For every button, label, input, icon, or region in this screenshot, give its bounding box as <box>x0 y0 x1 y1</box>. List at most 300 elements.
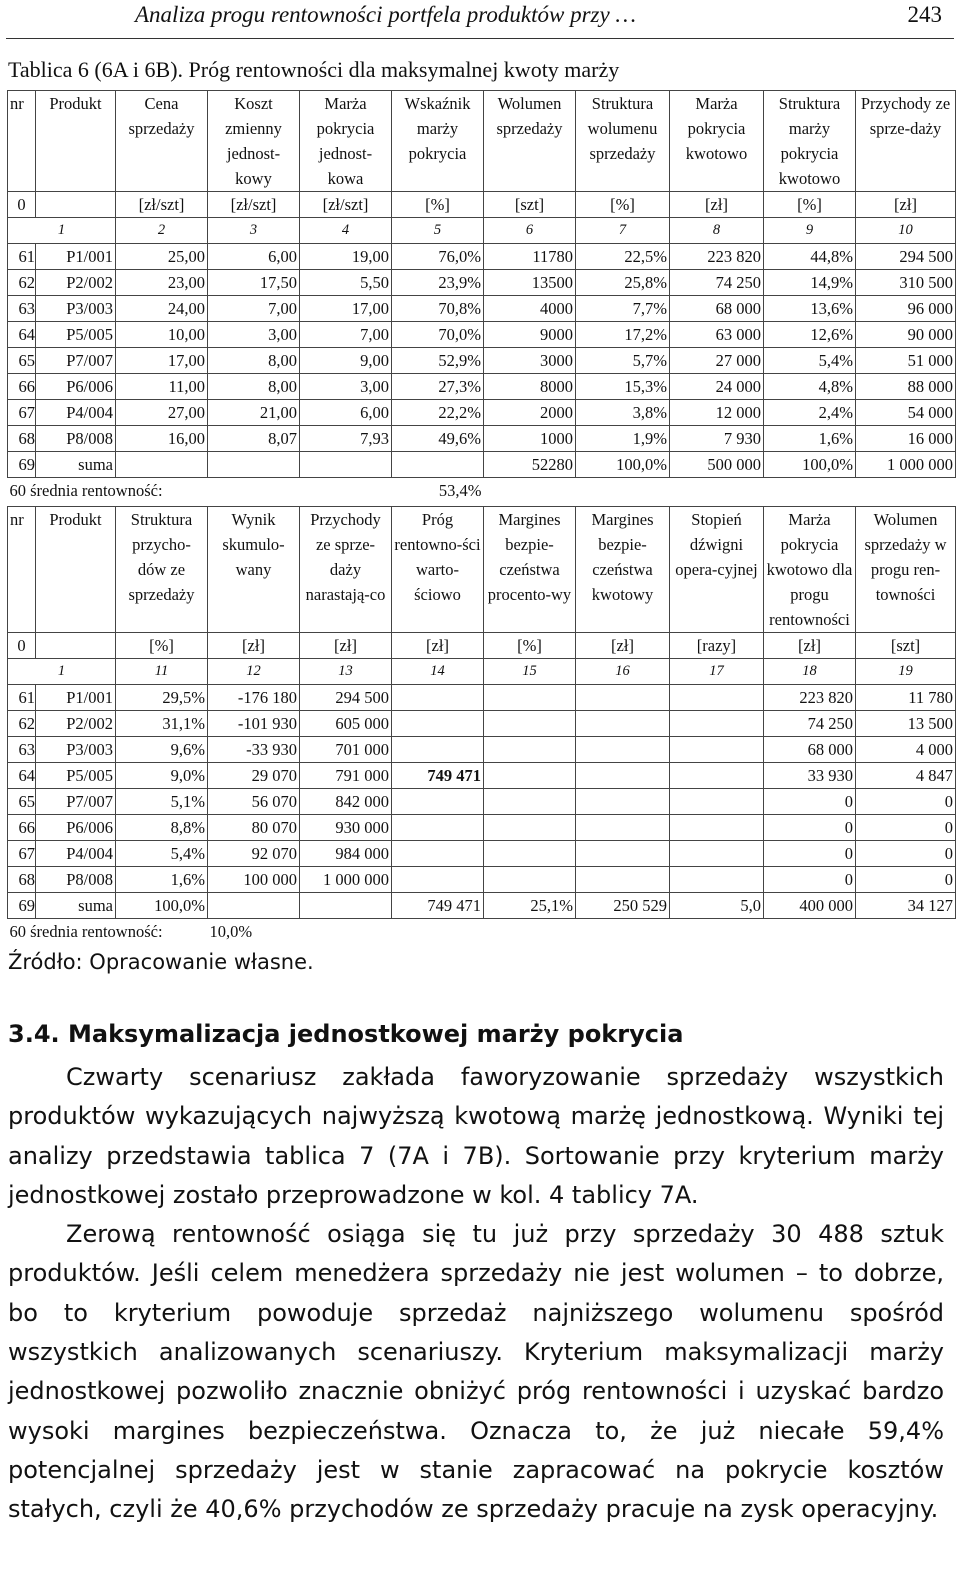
unit-cell: [%] <box>764 192 856 218</box>
column-number-cell: 1 <box>8 659 116 685</box>
section-heading: 3.4. Maksymalizacja jednostkowej marży pokrycia <box>8 1020 684 1048</box>
value-cell <box>484 763 576 789</box>
value-cell: 100,0% <box>576 452 670 478</box>
value-cell <box>300 893 392 919</box>
average-row <box>8 478 956 504</box>
row-number-cell: 69 <box>8 452 36 478</box>
value-cell: 9,0% <box>116 763 208 789</box>
value-cell: 0 <box>856 841 956 867</box>
column-header: Marża pokrycia kwotowo dla progu rentowności <box>764 507 856 633</box>
column-number-cell: 6 <box>484 218 576 244</box>
value-cell: 17,00 <box>300 296 392 322</box>
value-cell: 3,00 <box>300 374 392 400</box>
column-header: Wynik skumulo-wany <box>208 507 300 633</box>
unit-cell: 0 <box>8 192 36 218</box>
column-number-cell: 9 <box>764 218 856 244</box>
column-header: Struktura wolumenu sprzedaży <box>576 91 670 192</box>
value-cell <box>670 711 764 737</box>
row-number-cell: 67 <box>8 841 36 867</box>
column-number-cell: 5 <box>392 218 484 244</box>
value-cell: 0 <box>856 789 956 815</box>
table-row <box>8 711 956 737</box>
unit-cell: [zł] <box>670 192 764 218</box>
product-cell: suma <box>36 893 116 919</box>
unit-cell: [szt] <box>484 192 576 218</box>
value-cell <box>670 763 764 789</box>
value-cell <box>208 893 300 919</box>
value-cell: 294 500 <box>300 685 392 711</box>
table-row <box>8 452 956 478</box>
value-cell: 5,7% <box>576 348 670 374</box>
value-cell: 51 000 <box>856 348 956 374</box>
column-number-cell: 15 <box>484 659 576 685</box>
value-cell: 4 000 <box>856 737 956 763</box>
value-cell <box>484 867 576 893</box>
value-cell: 0 <box>764 841 856 867</box>
value-cell: 5,1% <box>116 789 208 815</box>
unit-cell: [zł/szt] <box>208 192 300 218</box>
value-cell: 70,8% <box>392 296 484 322</box>
product-cell: P7/007 <box>36 789 116 815</box>
value-cell: 842 000 <box>300 789 392 815</box>
value-cell: 14,9% <box>764 270 856 296</box>
product-cell: P6/006 <box>36 374 116 400</box>
value-cell <box>392 841 484 867</box>
value-cell: 24 000 <box>670 374 764 400</box>
row-number-cell: 65 <box>8 789 36 815</box>
row-number-cell: 62 <box>8 270 36 296</box>
value-cell <box>484 789 576 815</box>
column-number-cell: 8 <box>670 218 764 244</box>
value-cell <box>208 452 300 478</box>
units-row <box>8 192 956 218</box>
value-cell: 3,00 <box>208 322 300 348</box>
unit-cell: [zł] <box>392 633 484 659</box>
value-cell: 100,0% <box>764 452 856 478</box>
value-cell: 13 500 <box>856 711 956 737</box>
value-cell: 1,6% <box>116 867 208 893</box>
column-header: Wolumen sprzedaży <box>484 91 576 192</box>
source-note: Źródło: Opracowanie własne. <box>8 950 314 974</box>
value-cell: 310 500 <box>856 270 956 296</box>
column-header: Wolumen sprzedaży w progu ren-towności <box>856 507 956 633</box>
row-number-cell: 63 <box>8 296 36 322</box>
product-cell: P6/006 <box>36 815 116 841</box>
value-cell <box>670 867 764 893</box>
value-cell: 27,00 <box>116 400 208 426</box>
header-rule <box>6 38 954 39</box>
value-cell <box>576 711 670 737</box>
column-header: Koszt zmienny jednost-kowy <box>208 91 300 192</box>
value-cell: 31,1% <box>116 711 208 737</box>
value-cell: 223 820 <box>764 685 856 711</box>
value-cell: 29,5% <box>116 685 208 711</box>
value-cell: 930 000 <box>300 815 392 841</box>
paragraph-2: Zerową rentowność osiąga się tu już przy sprzedaży 30 488 sztuk produktów. Jeśli celem menedżera sprzedaży nie jest wolumen – to dobrze, bo to kryterium powoduje sprzedaż najniższego wolumenu spośród wszystkich analizowanych scenariuszy. Kryterium maksymalizacji marży jednostkowej pozwoliło znacznie obniżyć próg rentowności i uzyskać bardzo wysoki margines bezpieczeństwa. Oznacza to, że już niecałe 59,4% potencjalnej sprzedaży jest w stanie zapracować na pokrycie kosztów stałych, czyli że 40,6% przychodów ze sprzedaży pracuje na zysk operacyjny. <box>8 1220 944 1524</box>
row-number-cell: 66 <box>8 374 36 400</box>
table-caption: Tablica 6 (6A i 6B). Próg rentowności dla maksymalnej kwoty marży <box>8 57 620 82</box>
value-cell: 34 127 <box>856 893 956 919</box>
column-number-cell: 2 <box>116 218 208 244</box>
value-cell: 13,6% <box>764 296 856 322</box>
column-header: Margines bezpie-czeństwa kwotowy <box>576 507 670 633</box>
value-cell: 52280 <box>484 452 576 478</box>
value-cell: 791 000 <box>300 763 392 789</box>
value-cell: 12,6% <box>764 322 856 348</box>
average-value: 53,4% <box>438 481 482 500</box>
value-cell: 27 000 <box>670 348 764 374</box>
row-number-cell: 67 <box>8 400 36 426</box>
value-cell <box>484 841 576 867</box>
value-cell: 0 <box>764 867 856 893</box>
value-cell <box>392 867 484 893</box>
column-header: Struktura marży pokrycia kwotowo <box>764 91 856 192</box>
value-cell: 8,00 <box>208 374 300 400</box>
column-number-cell: 3 <box>208 218 300 244</box>
value-cell: 4000 <box>484 296 576 322</box>
value-cell: 5,0 <box>670 893 764 919</box>
value-cell: 15,3% <box>576 374 670 400</box>
unit-cell: [zł] <box>208 633 300 659</box>
value-cell: 23,00 <box>116 270 208 296</box>
value-cell: 749 471 <box>392 763 484 789</box>
column-number-cell: 13 <box>300 659 392 685</box>
table-row <box>8 270 956 296</box>
column-number-cell: 12 <box>208 659 300 685</box>
table-row <box>8 815 956 841</box>
value-cell: 70,0% <box>392 322 484 348</box>
value-cell: 16,00 <box>116 426 208 452</box>
value-cell <box>670 815 764 841</box>
unit-cell: [zł] <box>300 633 392 659</box>
column-number-cell: 7 <box>576 218 670 244</box>
value-cell: 88 000 <box>856 374 956 400</box>
product-cell: P5/005 <box>36 763 116 789</box>
value-cell <box>576 815 670 841</box>
unit-cell: [zł] <box>576 633 670 659</box>
value-cell: 100 000 <box>208 867 300 893</box>
row-number-cell: 68 <box>8 426 36 452</box>
table-row <box>8 322 956 348</box>
value-cell: 100,0% <box>116 893 208 919</box>
header-row <box>8 507 956 633</box>
row-number-cell: 61 <box>8 244 36 270</box>
page-number: 243 <box>907 2 942 27</box>
value-cell: 29 070 <box>208 763 300 789</box>
value-cell: 4,8% <box>764 374 856 400</box>
value-cell: 6,00 <box>208 244 300 270</box>
product-cell: suma <box>36 452 116 478</box>
column-header: Przychody ze sprze-daży narastają-co <box>300 507 392 633</box>
value-cell <box>300 452 392 478</box>
value-cell: 2000 <box>484 400 576 426</box>
value-cell: 0 <box>764 815 856 841</box>
value-cell: 63 000 <box>670 322 764 348</box>
value-cell: 68 000 <box>670 296 764 322</box>
table-6a <box>7 90 956 503</box>
value-cell: 1,9% <box>576 426 670 452</box>
value-cell: 7 930 <box>670 426 764 452</box>
value-cell: 3,8% <box>576 400 670 426</box>
value-cell <box>392 685 484 711</box>
column-header: Produkt <box>36 507 116 633</box>
value-cell: 80 070 <box>208 815 300 841</box>
unit-cell: [%] <box>484 633 576 659</box>
running-title: Analiza progu rentowności portfela produktów przy … <box>135 2 636 27</box>
value-cell: 7,7% <box>576 296 670 322</box>
value-cell: 74 250 <box>670 270 764 296</box>
unit-cell: [zł] <box>764 633 856 659</box>
value-cell: 44,8% <box>764 244 856 270</box>
table-row <box>8 789 956 815</box>
value-cell: 11780 <box>484 244 576 270</box>
unit-cell <box>36 633 116 659</box>
product-cell: P5/005 <box>36 322 116 348</box>
value-cell: 25,1% <box>484 893 576 919</box>
value-cell: 76,0% <box>392 244 484 270</box>
value-cell: 90 000 <box>856 322 956 348</box>
table-row <box>8 867 956 893</box>
product-cell: P2/002 <box>36 711 116 737</box>
value-cell <box>576 789 670 815</box>
value-cell: 10,00 <box>116 322 208 348</box>
value-cell: 5,4% <box>116 841 208 867</box>
product-cell: P1/001 <box>36 244 116 270</box>
value-cell: 17,50 <box>208 270 300 296</box>
value-cell: 19,00 <box>300 244 392 270</box>
row-number-cell: 64 <box>8 322 36 348</box>
value-cell <box>484 815 576 841</box>
value-cell: 7,93 <box>300 426 392 452</box>
column-number-cell: 4 <box>300 218 392 244</box>
value-cell: 0 <box>764 789 856 815</box>
value-cell <box>484 711 576 737</box>
value-cell: 24,00 <box>116 296 208 322</box>
unit-cell: [%] <box>576 192 670 218</box>
table-row <box>8 841 956 867</box>
value-cell: 9,6% <box>116 737 208 763</box>
value-cell: 25,00 <box>116 244 208 270</box>
value-cell: 13500 <box>484 270 576 296</box>
value-cell: 5,50 <box>300 270 392 296</box>
value-cell <box>670 789 764 815</box>
table-row <box>8 685 956 711</box>
value-cell: 54 000 <box>856 400 956 426</box>
header-row <box>8 91 956 192</box>
value-cell: 9,00 <box>300 348 392 374</box>
row-number-cell: 63 <box>8 737 36 763</box>
running-header <box>0 0 960 40</box>
value-cell: 1,6% <box>764 426 856 452</box>
value-cell: 5,4% <box>764 348 856 374</box>
value-cell <box>392 737 484 763</box>
value-cell: 984 000 <box>300 841 392 867</box>
average-label: 60 średnia rentowność: <box>9 922 163 941</box>
value-cell: 250 529 <box>576 893 670 919</box>
value-cell <box>116 452 208 478</box>
column-number-cell: 17 <box>670 659 764 685</box>
value-cell: 49,6% <box>392 426 484 452</box>
paragraph-1: Czwarty scenariusz zakłada faworyzowanie sprzedaży wszystkich produktów wykazujących najwyższą kwotową marżę jednostkową. Wyniki tej analizy przedstawia tablica 7 (7A i 7B). Sortowanie przy kryterium marży jednostkowej zostało przeprowadzone w kol. 4 tablicy 7A. <box>8 1063 944 1209</box>
value-cell <box>392 711 484 737</box>
column-header: Przychody ze sprze-daży <box>856 91 956 192</box>
value-cell <box>484 685 576 711</box>
value-cell: 8,8% <box>116 815 208 841</box>
value-cell: 7,00 <box>208 296 300 322</box>
column-number-cell: 14 <box>392 659 484 685</box>
product-cell: P7/007 <box>36 348 116 374</box>
value-cell: 7,00 <box>300 322 392 348</box>
column-header: Stopień dźwigni opera-cyjnej <box>670 507 764 633</box>
row-number-cell: 61 <box>8 685 36 711</box>
unit-cell: 0 <box>8 633 36 659</box>
column-number-cell: 10 <box>856 218 956 244</box>
value-cell <box>670 685 764 711</box>
product-cell: P8/008 <box>36 426 116 452</box>
value-cell <box>670 841 764 867</box>
value-cell: -33 930 <box>208 737 300 763</box>
value-cell: 605 000 <box>300 711 392 737</box>
value-cell <box>576 763 670 789</box>
value-cell: 56 070 <box>208 789 300 815</box>
value-cell: 1 000 000 <box>300 867 392 893</box>
product-cell: P4/004 <box>36 400 116 426</box>
units-row <box>8 633 956 659</box>
column-header: Struktura przycho-dów ze sprzedaży <box>116 507 208 633</box>
value-cell <box>484 737 576 763</box>
table-row <box>8 763 956 789</box>
value-cell: 17,2% <box>576 322 670 348</box>
unit-cell <box>36 192 116 218</box>
value-cell: 3000 <box>484 348 576 374</box>
table-row <box>8 244 956 270</box>
value-cell: 52,9% <box>392 348 484 374</box>
product-cell: P3/003 <box>36 296 116 322</box>
column-header: nr <box>8 507 36 633</box>
value-cell: 701 000 <box>300 737 392 763</box>
value-cell: 1000 <box>484 426 576 452</box>
column-header: Próg rentowno-ści warto-ściowo <box>392 507 484 633</box>
average-value: 10,0% <box>209 922 253 941</box>
column-header: Marża pokrycia jednost-kowa <box>300 91 392 192</box>
value-cell: 92 070 <box>208 841 300 867</box>
value-cell: 22,5% <box>576 244 670 270</box>
value-cell: 294 500 <box>856 244 956 270</box>
value-cell: 223 820 <box>670 244 764 270</box>
table-row <box>8 893 956 919</box>
column-header: Cena sprzedaży <box>116 91 208 192</box>
unit-cell: [zł/szt] <box>116 192 208 218</box>
table-row <box>8 374 956 400</box>
value-cell: 11,00 <box>116 374 208 400</box>
value-cell <box>576 841 670 867</box>
column-number-row <box>8 218 956 244</box>
table-row <box>8 426 956 452</box>
value-cell <box>576 737 670 763</box>
value-cell: 8000 <box>484 374 576 400</box>
product-cell: P8/008 <box>36 867 116 893</box>
value-cell: 74 250 <box>764 711 856 737</box>
value-cell: -176 180 <box>208 685 300 711</box>
value-cell: 68 000 <box>764 737 856 763</box>
row-number-cell: 65 <box>8 348 36 374</box>
column-header: Marża pokrycia kwotowo <box>670 91 764 192</box>
product-cell: P1/001 <box>36 685 116 711</box>
column-number-cell: 19 <box>856 659 956 685</box>
column-header: Produkt <box>36 91 116 192</box>
average-row <box>8 919 956 945</box>
value-cell: 6,00 <box>300 400 392 426</box>
row-number-cell: 64 <box>8 763 36 789</box>
value-cell <box>670 737 764 763</box>
value-cell: 25,8% <box>576 270 670 296</box>
product-cell: P2/002 <box>36 270 116 296</box>
value-cell: 33 930 <box>764 763 856 789</box>
column-header: nr <box>8 91 36 192</box>
value-cell: 17,00 <box>116 348 208 374</box>
column-number-cell: 18 <box>764 659 856 685</box>
value-cell <box>392 815 484 841</box>
value-cell <box>576 867 670 893</box>
unit-cell: [%] <box>116 633 208 659</box>
table-row <box>8 296 956 322</box>
unit-cell: [%] <box>392 192 484 218</box>
value-cell: 96 000 <box>856 296 956 322</box>
value-cell: 11 780 <box>856 685 956 711</box>
value-cell: 1 000 000 <box>856 452 956 478</box>
value-cell: 8,00 <box>208 348 300 374</box>
column-header: Margines bezpie-czeństwa procento-wy <box>484 507 576 633</box>
row-number-cell: 68 <box>8 867 36 893</box>
value-cell: 0 <box>856 867 956 893</box>
table-row <box>8 737 956 763</box>
unit-cell: [szt] <box>856 633 956 659</box>
value-cell: 22,2% <box>392 400 484 426</box>
value-cell: 4 847 <box>856 763 956 789</box>
table-6b <box>7 506 956 944</box>
value-cell: 16 000 <box>856 426 956 452</box>
value-cell: 12 000 <box>670 400 764 426</box>
body-text <box>8 1058 944 1530</box>
value-cell: 27,3% <box>392 374 484 400</box>
row-number-cell: 62 <box>8 711 36 737</box>
value-cell: -101 930 <box>208 711 300 737</box>
column-header: Wskaźnik marży pokrycia <box>392 91 484 192</box>
value-cell: 23,9% <box>392 270 484 296</box>
unit-cell: [zł/szt] <box>300 192 392 218</box>
table-row <box>8 348 956 374</box>
value-cell: 9000 <box>484 322 576 348</box>
value-cell: 0 <box>856 815 956 841</box>
value-cell: 400 000 <box>764 893 856 919</box>
value-cell: 749 471 <box>392 893 484 919</box>
value-cell <box>392 452 484 478</box>
average-label: 60 średnia rentowność: <box>9 481 163 500</box>
column-number-cell: 1 <box>8 218 116 244</box>
column-number-cell: 11 <box>116 659 208 685</box>
value-cell: 21,00 <box>208 400 300 426</box>
column-number-cell: 16 <box>576 659 670 685</box>
unit-cell: [zł] <box>856 192 956 218</box>
row-number-cell: 69 <box>8 893 36 919</box>
value-cell: 500 000 <box>670 452 764 478</box>
product-cell: P4/004 <box>36 841 116 867</box>
value-cell <box>576 685 670 711</box>
unit-cell: [razy] <box>670 633 764 659</box>
column-number-row <box>8 659 956 685</box>
product-cell: P3/003 <box>36 737 116 763</box>
value-cell: 8,07 <box>208 426 300 452</box>
